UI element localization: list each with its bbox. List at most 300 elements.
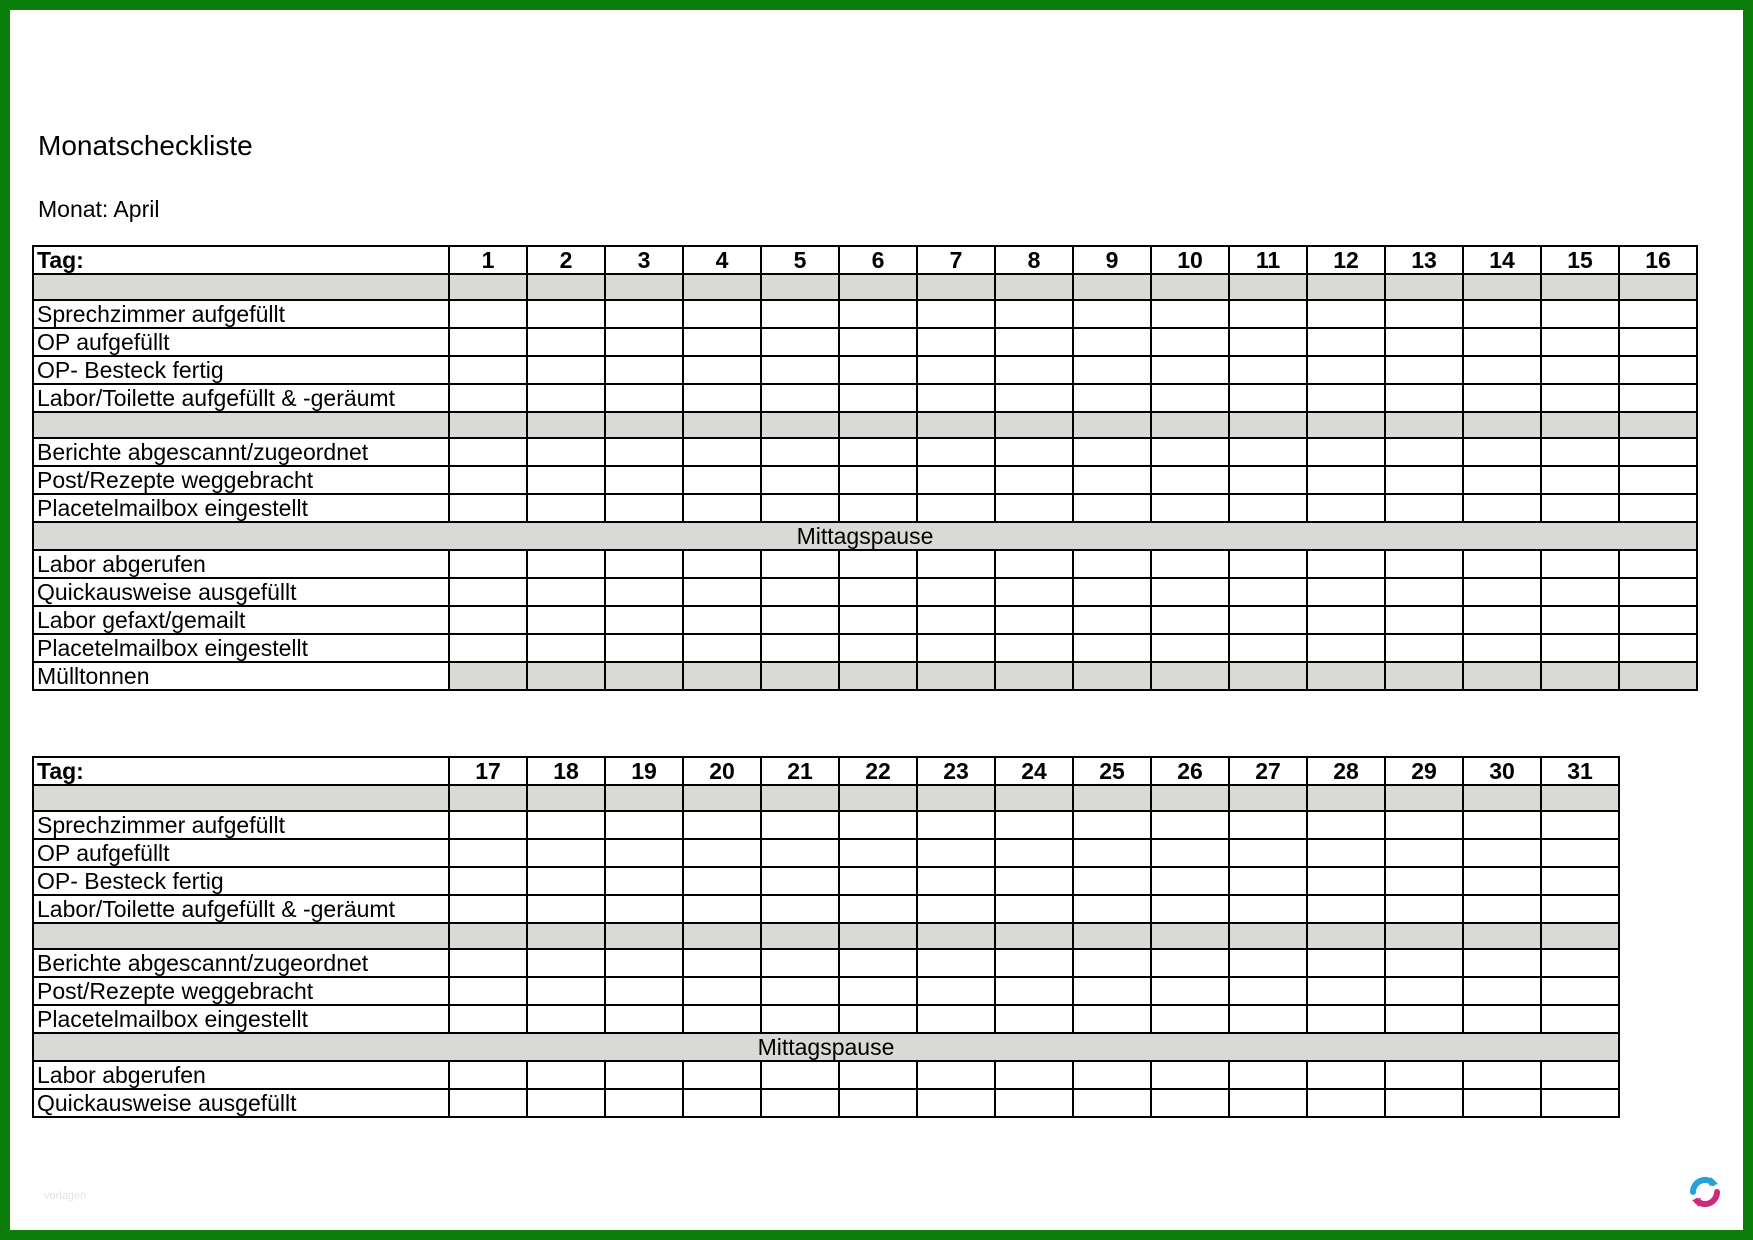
- check-cell[interactable]: [761, 977, 839, 1005]
- check-cell[interactable]: [1307, 949, 1385, 977]
- check-cell[interactable]: [917, 384, 995, 412]
- check-cell[interactable]: [1385, 578, 1463, 606]
- check-cell[interactable]: [1385, 438, 1463, 466]
- check-cell[interactable]: [683, 300, 761, 328]
- check-cell[interactable]: [1151, 356, 1229, 384]
- check-cell[interactable]: [1229, 662, 1307, 690]
- check-cell[interactable]: [1385, 867, 1463, 895]
- check-cell[interactable]: [1385, 811, 1463, 839]
- check-cell[interactable]: [1463, 494, 1541, 522]
- check-cell[interactable]: [1541, 1005, 1619, 1033]
- check-cell[interactable]: [449, 867, 527, 895]
- check-cell[interactable]: [1307, 550, 1385, 578]
- check-cell[interactable]: [1229, 466, 1307, 494]
- check-cell[interactable]: [1229, 634, 1307, 662]
- check-cell[interactable]: [449, 384, 527, 412]
- check-cell[interactable]: [761, 867, 839, 895]
- check-cell[interactable]: [1463, 895, 1541, 923]
- check-cell[interactable]: [605, 384, 683, 412]
- check-cell[interactable]: [995, 1089, 1073, 1117]
- check-cell[interactable]: [839, 895, 917, 923]
- check-cell[interactable]: [995, 328, 1073, 356]
- check-cell[interactable]: [1307, 384, 1385, 412]
- check-cell[interactable]: [1151, 1005, 1229, 1033]
- check-cell[interactable]: [1151, 1089, 1229, 1117]
- check-cell[interactable]: [683, 1005, 761, 1033]
- check-cell[interactable]: [1463, 634, 1541, 662]
- check-cell[interactable]: [1307, 606, 1385, 634]
- check-cell[interactable]: [1229, 300, 1307, 328]
- check-cell[interactable]: [995, 1005, 1073, 1033]
- check-cell[interactable]: [1541, 1061, 1619, 1089]
- check-cell[interactable]: [761, 634, 839, 662]
- check-cell[interactable]: [683, 867, 761, 895]
- check-cell[interactable]: [761, 494, 839, 522]
- check-cell[interactable]: [1541, 977, 1619, 1005]
- check-cell[interactable]: [761, 895, 839, 923]
- check-cell[interactable]: [605, 438, 683, 466]
- check-cell[interactable]: [683, 578, 761, 606]
- check-cell[interactable]: [449, 811, 527, 839]
- check-cell[interactable]: [1151, 300, 1229, 328]
- check-cell[interactable]: [1463, 384, 1541, 412]
- check-cell[interactable]: [1541, 895, 1619, 923]
- check-cell[interactable]: [1307, 662, 1385, 690]
- check-cell[interactable]: [1307, 867, 1385, 895]
- check-cell[interactable]: [527, 466, 605, 494]
- check-cell[interactable]: [761, 606, 839, 634]
- check-cell[interactable]: [1229, 839, 1307, 867]
- check-cell[interactable]: [1463, 438, 1541, 466]
- check-cell[interactable]: [1229, 977, 1307, 1005]
- check-cell[interactable]: [995, 578, 1073, 606]
- check-cell[interactable]: [1385, 466, 1463, 494]
- check-cell[interactable]: [1307, 1005, 1385, 1033]
- check-cell[interactable]: [995, 634, 1073, 662]
- check-cell[interactable]: [995, 662, 1073, 690]
- check-cell[interactable]: [1307, 328, 1385, 356]
- check-cell[interactable]: [1385, 384, 1463, 412]
- check-cell[interactable]: [527, 895, 605, 923]
- check-cell[interactable]: [995, 867, 1073, 895]
- check-cell[interactable]: [839, 1061, 917, 1089]
- check-cell[interactable]: [917, 662, 995, 690]
- check-cell[interactable]: [1307, 356, 1385, 384]
- check-cell[interactable]: [1385, 895, 1463, 923]
- check-cell[interactable]: [605, 977, 683, 1005]
- check-cell[interactable]: [839, 811, 917, 839]
- check-cell[interactable]: [1151, 811, 1229, 839]
- check-cell[interactable]: [683, 438, 761, 466]
- check-cell[interactable]: [761, 662, 839, 690]
- check-cell[interactable]: [605, 1061, 683, 1089]
- check-cell[interactable]: [1541, 438, 1619, 466]
- check-cell[interactable]: [1541, 356, 1619, 384]
- check-cell[interactable]: [1151, 634, 1229, 662]
- check-cell[interactable]: [1463, 300, 1541, 328]
- check-cell[interactable]: [995, 606, 1073, 634]
- check-cell[interactable]: [683, 949, 761, 977]
- check-cell[interactable]: [1385, 1061, 1463, 1089]
- check-cell[interactable]: [1307, 300, 1385, 328]
- check-cell[interactable]: [449, 328, 527, 356]
- check-cell[interactable]: [449, 662, 527, 690]
- check-cell[interactable]: [1541, 1089, 1619, 1117]
- check-cell[interactable]: [1073, 977, 1151, 1005]
- check-cell[interactable]: [1541, 384, 1619, 412]
- check-cell[interactable]: [605, 578, 683, 606]
- check-cell[interactable]: [839, 550, 917, 578]
- check-cell[interactable]: [917, 1061, 995, 1089]
- check-cell[interactable]: [1385, 550, 1463, 578]
- check-cell[interactable]: [1541, 867, 1619, 895]
- check-cell[interactable]: [449, 895, 527, 923]
- check-cell[interactable]: [1073, 550, 1151, 578]
- check-cell[interactable]: [449, 356, 527, 384]
- check-cell[interactable]: [1385, 606, 1463, 634]
- check-cell[interactable]: [761, 356, 839, 384]
- check-cell[interactable]: [1463, 867, 1541, 895]
- check-cell[interactable]: [1229, 384, 1307, 412]
- check-cell[interactable]: [527, 494, 605, 522]
- check-cell[interactable]: [1073, 895, 1151, 923]
- check-cell[interactable]: [1151, 1061, 1229, 1089]
- check-cell[interactable]: [995, 494, 1073, 522]
- check-cell[interactable]: [449, 949, 527, 977]
- check-cell[interactable]: [449, 438, 527, 466]
- check-cell[interactable]: [1307, 634, 1385, 662]
- check-cell[interactable]: [995, 949, 1073, 977]
- check-cell[interactable]: [1307, 1089, 1385, 1117]
- check-cell[interactable]: [839, 662, 917, 690]
- check-cell[interactable]: [1541, 466, 1619, 494]
- check-cell[interactable]: [605, 949, 683, 977]
- check-cell[interactable]: [1385, 1005, 1463, 1033]
- check-cell[interactable]: [1463, 328, 1541, 356]
- check-cell[interactable]: [449, 1061, 527, 1089]
- check-cell[interactable]: [1073, 328, 1151, 356]
- check-cell[interactable]: [1385, 356, 1463, 384]
- check-cell[interactable]: [1463, 839, 1541, 867]
- check-cell[interactable]: [1151, 606, 1229, 634]
- check-cell[interactable]: [449, 839, 527, 867]
- check-cell[interactable]: [761, 1005, 839, 1033]
- check-cell[interactable]: [839, 466, 917, 494]
- check-cell[interactable]: [1541, 811, 1619, 839]
- check-cell[interactable]: [1307, 578, 1385, 606]
- check-cell[interactable]: [527, 356, 605, 384]
- check-cell[interactable]: [1151, 384, 1229, 412]
- check-cell[interactable]: [449, 1005, 527, 1033]
- check-cell[interactable]: [527, 384, 605, 412]
- check-cell[interactable]: [449, 466, 527, 494]
- check-cell[interactable]: [527, 811, 605, 839]
- check-cell[interactable]: [1229, 550, 1307, 578]
- check-cell[interactable]: [1385, 300, 1463, 328]
- check-cell[interactable]: [1385, 1089, 1463, 1117]
- check-cell[interactable]: [527, 839, 605, 867]
- check-cell[interactable]: [761, 466, 839, 494]
- check-cell[interactable]: [1463, 550, 1541, 578]
- check-cell[interactable]: [995, 1061, 1073, 1089]
- check-cell[interactable]: [683, 550, 761, 578]
- check-cell[interactable]: [605, 550, 683, 578]
- check-cell[interactable]: [605, 1089, 683, 1117]
- check-cell[interactable]: [1619, 300, 1697, 328]
- check-cell[interactable]: [1619, 550, 1697, 578]
- check-cell[interactable]: [449, 1089, 527, 1117]
- check-cell[interactable]: [527, 662, 605, 690]
- check-cell[interactable]: [1619, 662, 1697, 690]
- check-cell[interactable]: [527, 634, 605, 662]
- check-cell[interactable]: [1229, 356, 1307, 384]
- check-cell[interactable]: [1229, 1089, 1307, 1117]
- check-cell[interactable]: [995, 384, 1073, 412]
- check-cell[interactable]: [1619, 384, 1697, 412]
- check-cell[interactable]: [1541, 300, 1619, 328]
- check-cell[interactable]: [1229, 494, 1307, 522]
- check-cell[interactable]: [917, 634, 995, 662]
- check-cell[interactable]: [1541, 634, 1619, 662]
- check-cell[interactable]: [839, 606, 917, 634]
- check-cell[interactable]: [527, 1005, 605, 1033]
- check-cell[interactable]: [605, 328, 683, 356]
- check-cell[interactable]: [1463, 811, 1541, 839]
- check-cell[interactable]: [761, 1089, 839, 1117]
- check-cell[interactable]: [1073, 662, 1151, 690]
- check-cell[interactable]: [995, 839, 1073, 867]
- check-cell[interactable]: [761, 550, 839, 578]
- check-cell[interactable]: [1229, 811, 1307, 839]
- check-cell[interactable]: [761, 578, 839, 606]
- check-cell[interactable]: [917, 867, 995, 895]
- check-cell[interactable]: [1073, 578, 1151, 606]
- check-cell[interactable]: [683, 811, 761, 839]
- check-cell[interactable]: [917, 466, 995, 494]
- check-cell[interactable]: [449, 634, 527, 662]
- check-cell[interactable]: [917, 1089, 995, 1117]
- check-cell[interactable]: [1307, 438, 1385, 466]
- check-cell[interactable]: [995, 356, 1073, 384]
- check-cell[interactable]: [1541, 328, 1619, 356]
- check-cell[interactable]: [1307, 977, 1385, 1005]
- check-cell[interactable]: [839, 494, 917, 522]
- check-cell[interactable]: [1307, 1061, 1385, 1089]
- check-cell[interactable]: [527, 1061, 605, 1089]
- check-cell[interactable]: [1307, 811, 1385, 839]
- check-cell[interactable]: [1073, 356, 1151, 384]
- check-cell[interactable]: [1229, 895, 1307, 923]
- check-cell[interactable]: [605, 494, 683, 522]
- check-cell[interactable]: [761, 1061, 839, 1089]
- check-cell[interactable]: [1619, 466, 1697, 494]
- check-cell[interactable]: [683, 384, 761, 412]
- check-cell[interactable]: [683, 1061, 761, 1089]
- check-cell[interactable]: [1229, 578, 1307, 606]
- check-cell[interactable]: [527, 606, 605, 634]
- check-cell[interactable]: [917, 977, 995, 1005]
- check-cell[interactable]: [1229, 1005, 1307, 1033]
- check-cell[interactable]: [839, 356, 917, 384]
- check-cell[interactable]: [1385, 662, 1463, 690]
- check-cell[interactable]: [995, 811, 1073, 839]
- check-cell[interactable]: [1151, 466, 1229, 494]
- check-cell[interactable]: [1541, 494, 1619, 522]
- check-cell[interactable]: [527, 1089, 605, 1117]
- check-cell[interactable]: [917, 300, 995, 328]
- check-cell[interactable]: [1073, 384, 1151, 412]
- check-cell[interactable]: [1229, 328, 1307, 356]
- check-cell[interactable]: [839, 977, 917, 1005]
- check-cell[interactable]: [995, 438, 1073, 466]
- check-cell[interactable]: [1151, 578, 1229, 606]
- check-cell[interactable]: [917, 606, 995, 634]
- check-cell[interactable]: [1463, 466, 1541, 494]
- check-cell[interactable]: [917, 895, 995, 923]
- check-cell[interactable]: [1073, 811, 1151, 839]
- check-cell[interactable]: [1073, 466, 1151, 494]
- check-cell[interactable]: [839, 634, 917, 662]
- check-cell[interactable]: [605, 1005, 683, 1033]
- check-cell[interactable]: [1385, 949, 1463, 977]
- check-cell[interactable]: [761, 384, 839, 412]
- check-cell[interactable]: [449, 977, 527, 1005]
- check-cell[interactable]: [1541, 550, 1619, 578]
- check-cell[interactable]: [995, 977, 1073, 1005]
- check-cell[interactable]: [1229, 1061, 1307, 1089]
- check-cell[interactable]: [449, 300, 527, 328]
- check-cell[interactable]: [683, 839, 761, 867]
- check-cell[interactable]: [605, 895, 683, 923]
- check-cell[interactable]: [761, 811, 839, 839]
- check-cell[interactable]: [1619, 634, 1697, 662]
- check-cell[interactable]: [1229, 949, 1307, 977]
- check-cell[interactable]: [527, 300, 605, 328]
- check-cell[interactable]: [1229, 438, 1307, 466]
- check-cell[interactable]: [1619, 438, 1697, 466]
- check-cell[interactable]: [839, 867, 917, 895]
- check-cell[interactable]: [761, 949, 839, 977]
- check-cell[interactable]: [1619, 328, 1697, 356]
- check-cell[interactable]: [761, 438, 839, 466]
- check-cell[interactable]: [1307, 895, 1385, 923]
- check-cell[interactable]: [839, 438, 917, 466]
- check-cell[interactable]: [839, 384, 917, 412]
- check-cell[interactable]: [605, 811, 683, 839]
- check-cell[interactable]: [605, 356, 683, 384]
- check-cell[interactable]: [1151, 550, 1229, 578]
- check-cell[interactable]: [683, 494, 761, 522]
- check-cell[interactable]: [683, 634, 761, 662]
- check-cell[interactable]: [1541, 949, 1619, 977]
- check-cell[interactable]: [1151, 438, 1229, 466]
- check-cell[interactable]: [1151, 977, 1229, 1005]
- check-cell[interactable]: [839, 949, 917, 977]
- check-cell[interactable]: [1463, 606, 1541, 634]
- check-cell[interactable]: [917, 839, 995, 867]
- check-cell[interactable]: [917, 550, 995, 578]
- check-cell[interactable]: [1073, 1005, 1151, 1033]
- check-cell[interactable]: [761, 839, 839, 867]
- check-cell[interactable]: [1619, 578, 1697, 606]
- check-cell[interactable]: [995, 466, 1073, 494]
- check-cell[interactable]: [527, 550, 605, 578]
- check-cell[interactable]: [527, 867, 605, 895]
- check-cell[interactable]: [1463, 578, 1541, 606]
- check-cell[interactable]: [1619, 356, 1697, 384]
- check-cell[interactable]: [839, 1005, 917, 1033]
- check-cell[interactable]: [605, 839, 683, 867]
- check-cell[interactable]: [683, 356, 761, 384]
- check-cell[interactable]: [917, 949, 995, 977]
- check-cell[interactable]: [1541, 662, 1619, 690]
- check-cell[interactable]: [1619, 494, 1697, 522]
- check-cell[interactable]: [449, 550, 527, 578]
- check-cell[interactable]: [917, 356, 995, 384]
- check-cell[interactable]: [839, 300, 917, 328]
- check-cell[interactable]: [683, 328, 761, 356]
- check-cell[interactable]: [683, 606, 761, 634]
- check-cell[interactable]: [1073, 438, 1151, 466]
- check-cell[interactable]: [917, 438, 995, 466]
- check-cell[interactable]: [995, 550, 1073, 578]
- check-cell[interactable]: [683, 466, 761, 494]
- check-cell[interactable]: [1073, 1061, 1151, 1089]
- check-cell[interactable]: [1151, 949, 1229, 977]
- check-cell[interactable]: [917, 811, 995, 839]
- check-cell[interactable]: [1385, 634, 1463, 662]
- check-cell[interactable]: [1151, 328, 1229, 356]
- check-cell[interactable]: [995, 895, 1073, 923]
- check-cell[interactable]: [1307, 466, 1385, 494]
- check-cell[interactable]: [1073, 867, 1151, 895]
- check-cell[interactable]: [839, 328, 917, 356]
- check-cell[interactable]: [1073, 1089, 1151, 1117]
- check-cell[interactable]: [683, 895, 761, 923]
- check-cell[interactable]: [605, 606, 683, 634]
- check-cell[interactable]: [995, 300, 1073, 328]
- check-cell[interactable]: [1619, 606, 1697, 634]
- check-cell[interactable]: [527, 328, 605, 356]
- check-cell[interactable]: [1385, 977, 1463, 1005]
- check-cell[interactable]: [683, 1089, 761, 1117]
- check-cell[interactable]: [1463, 1089, 1541, 1117]
- check-cell[interactable]: [1229, 867, 1307, 895]
- check-cell[interactable]: [1463, 1061, 1541, 1089]
- check-cell[interactable]: [1151, 494, 1229, 522]
- check-cell[interactable]: [1541, 839, 1619, 867]
- check-cell[interactable]: [1151, 839, 1229, 867]
- check-cell[interactable]: [1073, 300, 1151, 328]
- check-cell[interactable]: [527, 578, 605, 606]
- check-cell[interactable]: [1541, 578, 1619, 606]
- check-cell[interactable]: [1463, 1005, 1541, 1033]
- check-cell[interactable]: [839, 839, 917, 867]
- check-cell[interactable]: [1073, 949, 1151, 977]
- check-cell[interactable]: [605, 634, 683, 662]
- check-cell[interactable]: [605, 300, 683, 328]
- check-cell[interactable]: [917, 578, 995, 606]
- check-cell[interactable]: [1151, 895, 1229, 923]
- check-cell[interactable]: [527, 949, 605, 977]
- check-cell[interactable]: [1385, 494, 1463, 522]
- check-cell[interactable]: [1307, 494, 1385, 522]
- check-cell[interactable]: [605, 867, 683, 895]
- check-cell[interactable]: [917, 1005, 995, 1033]
- check-cell[interactable]: [1151, 662, 1229, 690]
- check-cell[interactable]: [917, 494, 995, 522]
- check-cell[interactable]: [1463, 977, 1541, 1005]
